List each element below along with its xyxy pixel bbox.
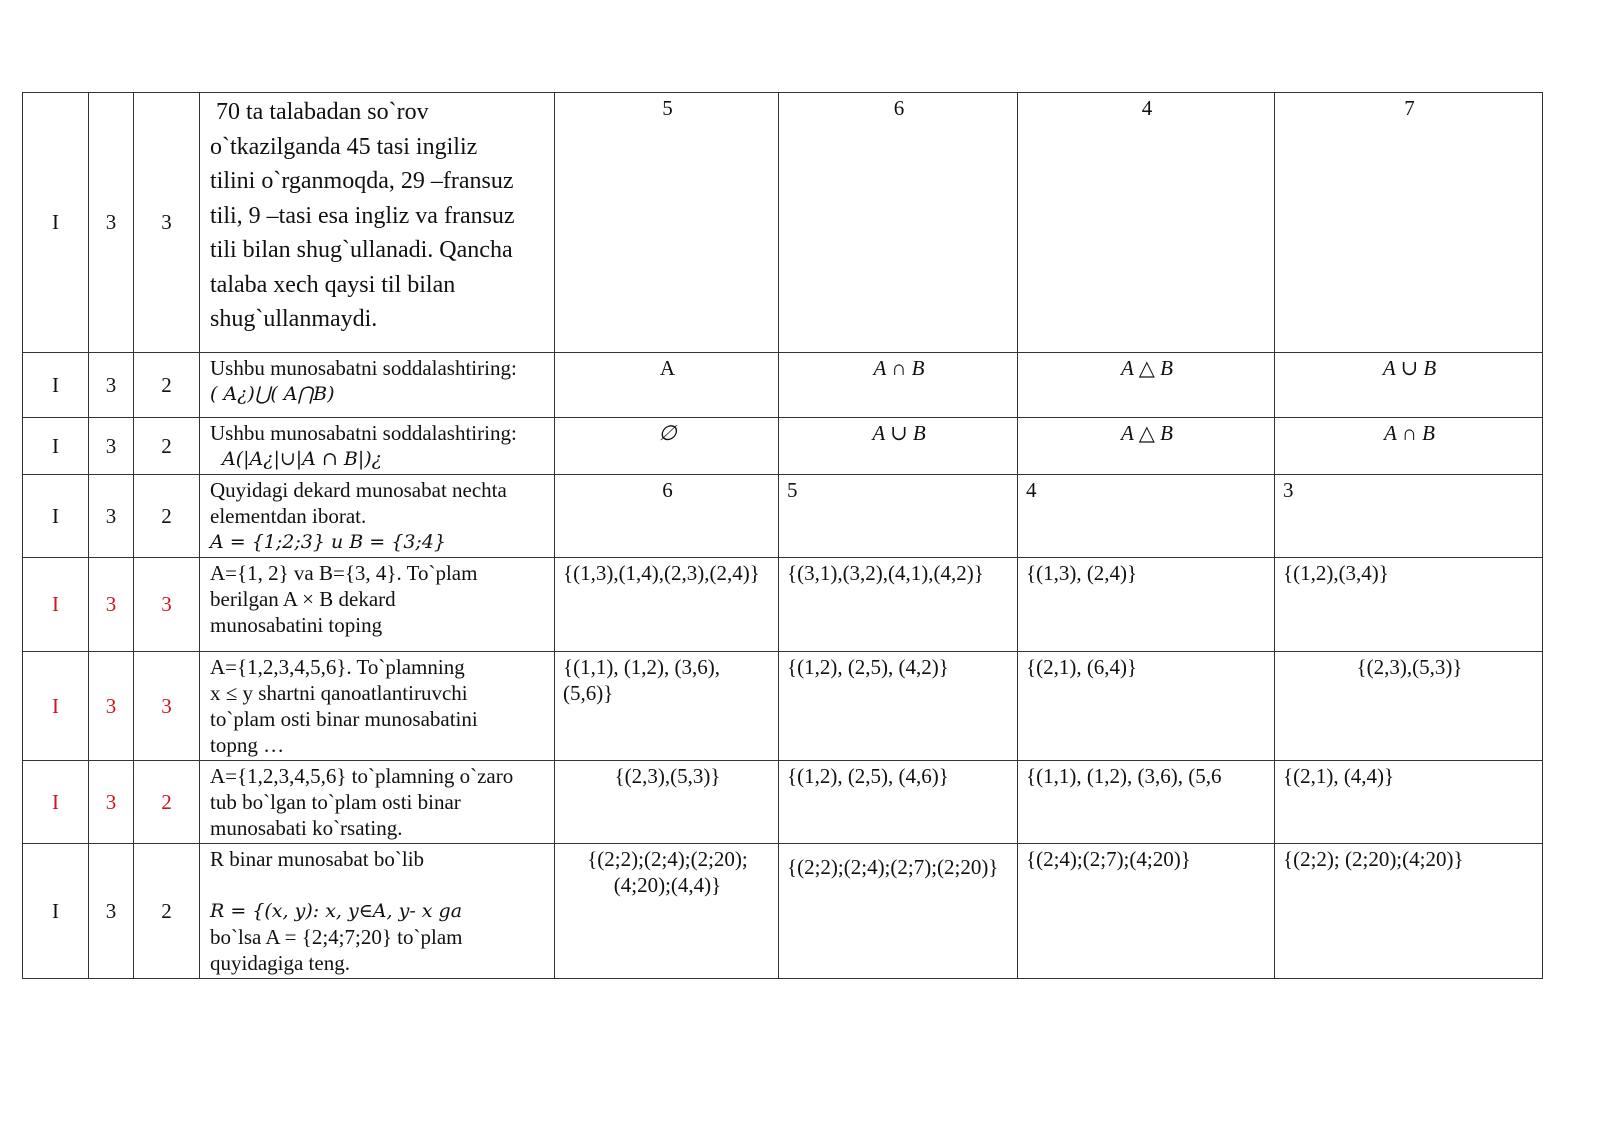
difficulty-cell: 2: [134, 353, 200, 418]
question-line: tili bilan shug`ullanadi. Qancha: [210, 237, 513, 263]
question-line: A={1,2,3,4,5,6} to`plamning o`zaro: [210, 764, 514, 788]
answer-c-cell: A △ B: [1018, 353, 1275, 418]
answer-d-cell: {(2,3),(5,3)}: [1275, 652, 1543, 761]
answer-a-cell: {(1,3),(1,4),(2,3),(2,4)}: [555, 558, 779, 652]
level-cell: I: [23, 652, 89, 761]
level-cell: I: [23, 475, 89, 558]
table-row: [23, 418, 1543, 475]
question-line: Quyidagi dekard munosabat nechta: [210, 478, 507, 502]
answer-b-cell: {(3,1),(3,2),(4,1),(4,2)}: [779, 558, 1018, 652]
question-cell: [200, 475, 555, 558]
question-line: R binar munosabat bo`lib: [210, 847, 425, 871]
answer-b-cell: 5: [779, 475, 1018, 558]
table-row: [23, 475, 1543, 558]
table-row: [23, 353, 1543, 418]
answer-a-cell: {(1,1), (1,2), (3,6), (5,6)}: [555, 652, 779, 761]
table-row: [23, 652, 1543, 761]
question-line: 70 ta talabadan so`rov: [216, 99, 429, 125]
question-line: munosabati ko`rsating.: [210, 816, 403, 840]
answer-d-cell: {(2,1), (4,4)}: [1275, 761, 1543, 844]
answer-c-cell: 4: [1018, 475, 1275, 558]
question-cell: [200, 418, 555, 475]
score-cell: 3: [89, 558, 134, 652]
question-line: tilini o`rganmoqda, 29 –fransuz: [210, 168, 514, 194]
answer-a-cell: A: [555, 353, 779, 418]
answer-d-cell: 3: [1275, 475, 1543, 558]
question-formula: A(|A¿|∪|A ∩ B|)¿: [222, 448, 382, 470]
answer-c-cell: {(1,1), (1,2), (3,6), (5,6: [1018, 761, 1275, 844]
score-cell: 3: [89, 475, 134, 558]
question-line: shug`ullanmaydi.: [210, 306, 378, 332]
difficulty-cell: 2: [134, 475, 200, 558]
difficulty-cell: 3: [134, 652, 200, 761]
table-row: [23, 93, 1543, 353]
question-cell: [200, 761, 555, 844]
question-spacer: [210, 872, 550, 898]
score-cell: 3: [89, 761, 134, 844]
question-line: topng …: [210, 733, 285, 757]
answer-d-cell: A ∩ B: [1275, 418, 1543, 475]
difficulty-cell: 3: [134, 558, 200, 652]
answer-a-cell: {(2;2);(2;4);(2;20);(4;20);(4,4)}: [555, 844, 779, 979]
score-cell: 3: [89, 353, 134, 418]
question-line: x ≤ y shartni qanoatlantiruvchi: [210, 681, 468, 705]
score-cell: 3: [89, 844, 134, 979]
answer-c-cell: A △ B: [1018, 418, 1275, 475]
answer-d-cell: {(2;2); (2;20);(4;20)}: [1275, 844, 1543, 979]
difficulty-cell: 2: [134, 418, 200, 475]
difficulty-cell: 3: [134, 93, 200, 353]
answer-a-cell: {(2,3),(5,3)}: [555, 761, 779, 844]
answer-a-cell: 5: [555, 93, 779, 353]
answer-d-cell: A ∪ B: [1275, 353, 1543, 418]
question-formula: ( A¿)⋃( A⋂B): [210, 383, 335, 405]
difficulty-cell: 2: [134, 761, 200, 844]
answer-b-cell: A ∪ B: [779, 418, 1018, 475]
question-cell: [200, 93, 555, 353]
level-cell: I: [23, 353, 89, 418]
answer-c-cell: {(2;4);(2;7);(4;20)}: [1018, 844, 1275, 979]
question-line: elementdan iborat.: [210, 504, 367, 528]
question-line: A={1,2,3,4,5,6}. To`plamning: [210, 655, 465, 679]
answer-d-cell: 7: [1275, 93, 1543, 353]
question-line: to`plam osti binar munosabatini: [210, 707, 478, 731]
test-questions-table: [22, 92, 1543, 979]
score-cell: 3: [89, 93, 134, 353]
answer-b-cell: A ∩ B: [779, 353, 1018, 418]
question-formula: A = {1;2;3} и B = {3;4}: [210, 531, 446, 553]
question-cell: [200, 844, 555, 979]
level-cell: I: [23, 418, 89, 475]
difficulty-cell: 2: [134, 844, 200, 979]
table-row: [23, 558, 1543, 652]
level-cell: I: [23, 93, 89, 353]
question-line: Ushbu munosabatni soddalashtiring:: [210, 421, 517, 445]
question-line: A={1, 2} va B={3, 4}. To`plam: [210, 561, 478, 585]
level-cell: I: [23, 558, 89, 652]
question-line: tili, 9 –tasi esa ingliz va fransuz: [210, 202, 515, 229]
question-line: tub bo`lgan to`plam osti binar: [210, 790, 461, 814]
question-cell: [200, 652, 555, 761]
question-cell: [200, 558, 555, 652]
answer-d-cell: {(1,2),(3,4)}: [1275, 558, 1543, 652]
answer-b-cell: {(1,2), (2,5), (4,6)}: [779, 761, 1018, 844]
question-line: munosabatini toping: [210, 613, 383, 637]
question-formula: R = {(x, y): x, y∈A, y- x ga: [210, 900, 463, 922]
question-line: berilgan A × B dekard: [210, 587, 396, 611]
table-row: [23, 761, 1543, 844]
score-cell: 3: [89, 418, 134, 475]
question-line: talaba xech qaysi til bilan: [210, 271, 456, 298]
level-cell: I: [23, 844, 89, 979]
answer-a-cell: ∅: [555, 418, 779, 475]
score-cell: 3: [89, 652, 134, 761]
question-line: quyidagiga teng.: [210, 951, 350, 975]
answer-c-cell: {(2,1), (6,4)}: [1018, 652, 1275, 761]
question-line: Ushbu munosabatni soddalashtiring:: [210, 356, 517, 380]
question-line: o`tkazilganda 45 tasi ingiliz: [210, 133, 478, 160]
answer-b-cell: {(2;2);(2;4);(2;7);(2;20)}: [779, 844, 1018, 979]
answer-c-cell: 4: [1018, 93, 1275, 353]
question-cell: [200, 353, 555, 418]
answer-b-cell: {(1,2), (2,5), (4,2)}: [779, 652, 1018, 761]
question-line: bo`lsa A = {2;4;7;20} to`plam: [210, 925, 463, 949]
table-row: [23, 844, 1543, 979]
answer-b-cell: 6: [779, 93, 1018, 353]
answer-a-cell: 6: [555, 475, 779, 558]
answer-c-cell: {(1,3), (2,4)}: [1018, 558, 1275, 652]
level-cell: I: [23, 761, 89, 844]
